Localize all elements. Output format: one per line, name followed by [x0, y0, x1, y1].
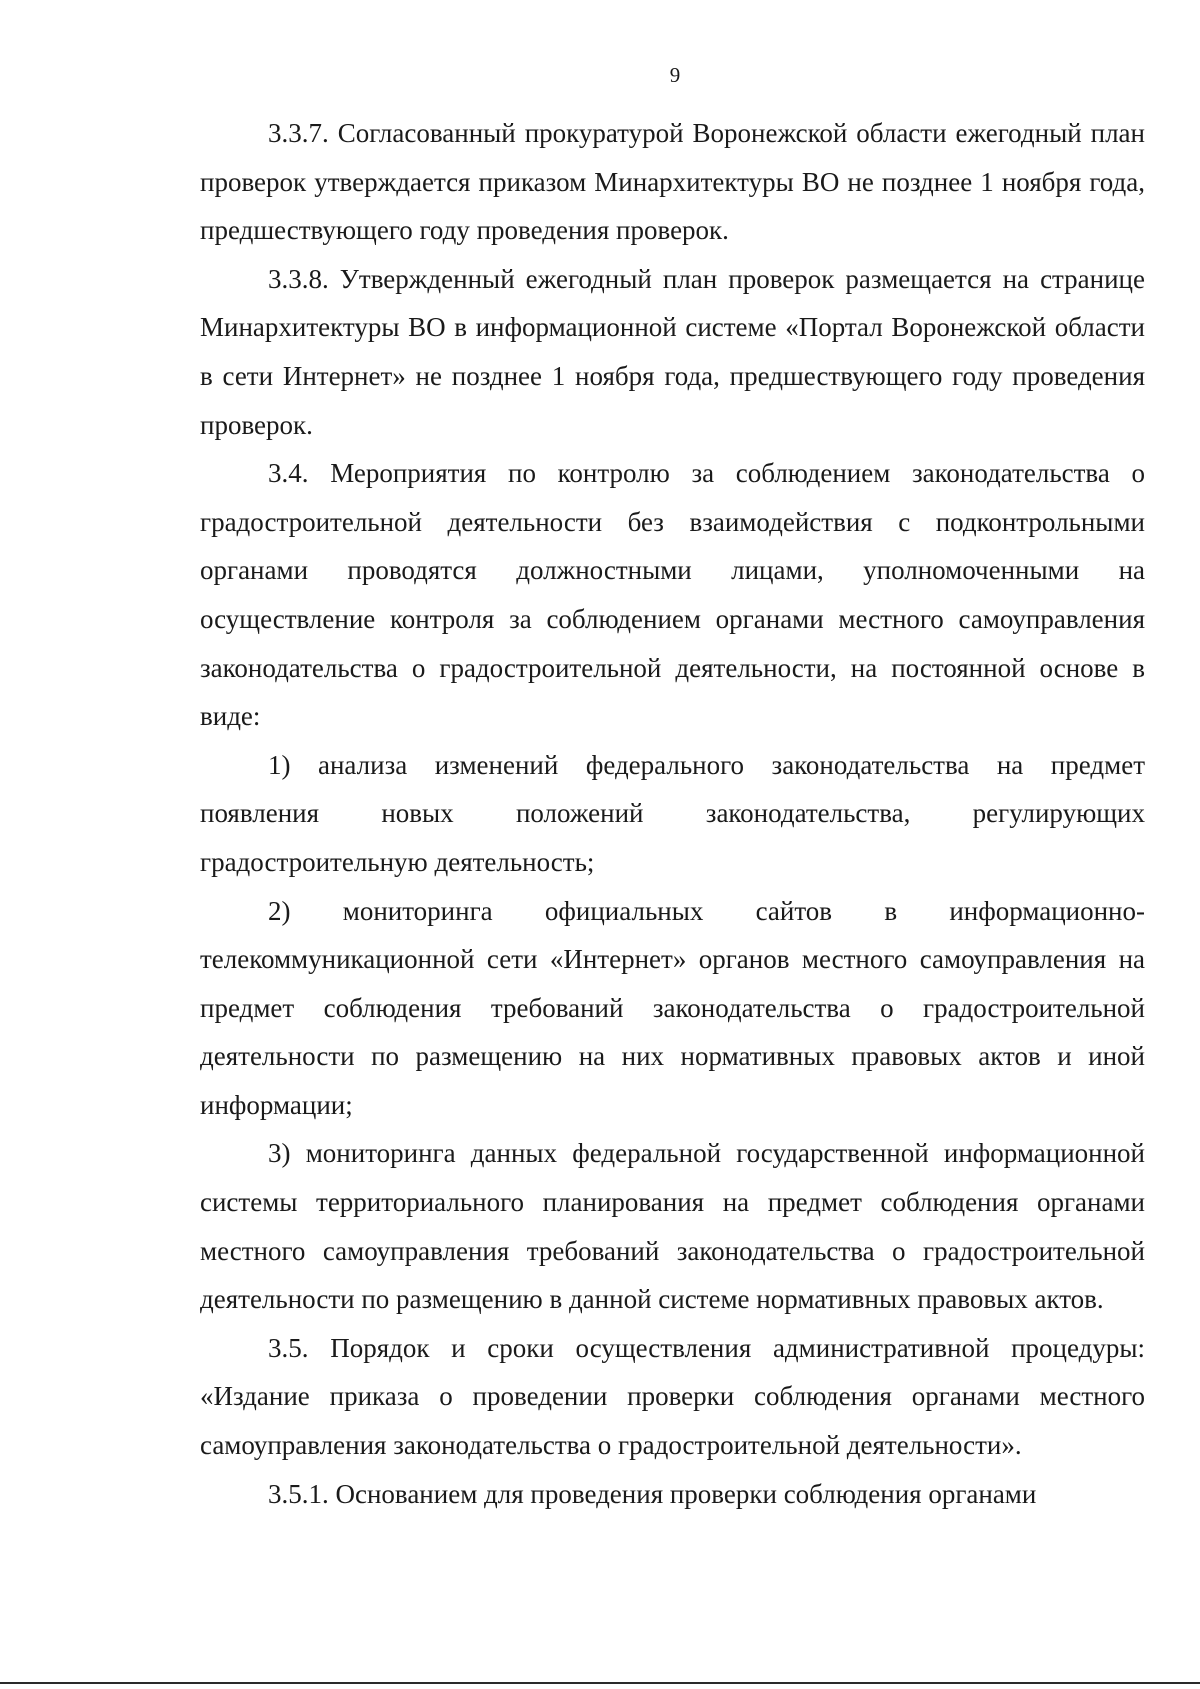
paragraph-3-5: 3.5. Порядок и сроки осуществления административной процедуры: «Издание приказа о проведении проверки соблюдения органами местного самоуправления законодательства о градостроительной деятельности».: [200, 1332, 1145, 1461]
paragraph-3-3-8: 3.3.8. Утвержденный ежегодный план проверок размещается на странице Минархитектуры ВО в информационной системе «Портал Воронежской области в сети Интернет» не позднее 1 ноября года, предшествующего году проведения проверок.: [200, 263, 1145, 440]
page-number: 9: [669, 63, 681, 87]
document-body: [200, 109, 1145, 1518]
paragraph-3-3-7: 3.3.7. Согласованный прокуратурой Воронежской области ежегодный план проверок утверждается приказом Минархитектуры ВО не позднее 1 ноября года, предшествующего году проведения проверок.: [200, 118, 1145, 246]
list-item-3: 3) мониторинга данных федеральной государственной информационной системы территориального планирования на предмет соблюдения органами местного самоуправления требований законодательства о градостроительной деятельности по размещению в данной системе нормативных правовых актов.: [200, 1138, 1145, 1315]
paragraph-3-5-1: 3.5.1. Основанием для проведения проверки соблюдения органами: [268, 1478, 1037, 1509]
list-item-2: 2) мониторинга официальных сайтов в информационно-телекоммуникационной сети «Интернет» органов местного самоуправления на предмет соблюдения требований законодательства о градостроительной деятельности по размещению на них нормативных правовых актов и иной информации;: [200, 895, 1145, 1120]
list-item-1: 1) анализа изменений федерального законодательства на предмет появления новых положений законодательства, регулирующих градостроительную деятельность;: [200, 749, 1145, 877]
scan-edge-line: [0, 1682, 1200, 1684]
paragraph-3-4: 3.4. Мероприятия по контролю за соблюдением законодательства о градостроительной деятельности без взаимодействия с подконтрольными органами проводятся должностными лицами, уполномоченными на осуществление контроля за соблюдением органами местного самоуправления законодательства о градостроительной деятельности, на постоянной основе в виде:: [200, 458, 1145, 732]
